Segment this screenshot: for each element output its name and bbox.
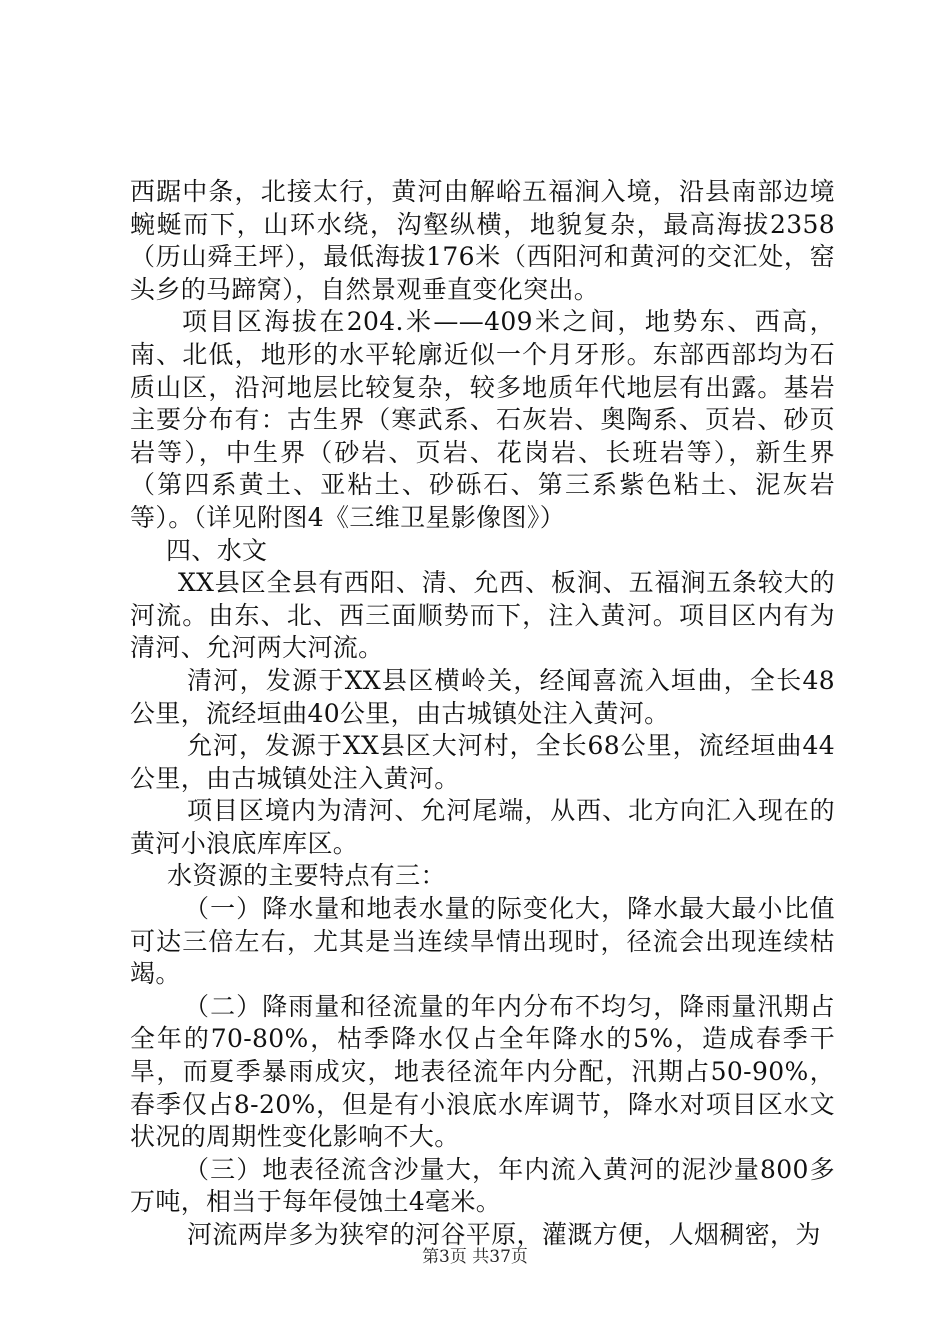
paragraph-feature-1: （一）降水量和地表水量的际变化大，降水最大最小比值可达三倍左右，尤其是当连续旱情出现时，径流会出现连续枯竭。 [130, 894, 835, 989]
paragraph-feature-2: （二）降雨量和径流量的年内分布不均匀，降雨量汛期占全年的70-80%，枯季降水仅占全年降水的5%，造成春季干旱，而夏季暴雨成灾，地表径流年内分配，汛期占50-90%，春季仅占8-20%，但是有小浪底水库调节，降水对项目区水文状况的周期性变化影响不大。 [130, 991, 835, 1152]
paragraph-qing-river: 清河，发源于XX县区横岭关，经闻喜流入垣曲，全长48公里，流经垣曲40公里，由古城镇处注入黄河。 [130, 665, 835, 728]
paragraph-water-features-intro: 水资源的主要特点有三： [167, 861, 446, 891]
page-footer: 第3页 共37页 [422, 1247, 528, 1267]
paragraph-river-ends: 项目区境内为清河、允河尾端，从西、北方向汇入现在的黄河小浪底库库区。 [130, 796, 835, 858]
paragraph-rivers-overview: XX县区全县有西阳、清、允西、板涧、五福涧五条较大的河流。由东、北、西三面顺势而下，注入黄河。项目区内有为清河、允河两大河流。 [130, 568, 835, 663]
paragraph-terrain-intro: 西踞中条，北接太行，黄河由解峪五福涧入境，沿县南部边境蜿蜒而下，山环水绕，沟壑纵横，地貌复杂，最高海拔2358（历山舜王坪），最低海拔176米（西阳河和黄河的交汇处，窑头乡的马蹄窝），自然景观垂直变化突出。 [130, 177, 835, 304]
paragraph-project-elevation: 项目区海拔在204.米——409米之间，地势东、西高，南、北低，地形的水平轮廓近似一个月牙形。东部西部均为石质山区，沿河地层比较复杂，较多地质年代地层有出露。基岩主要分布有：古生界（寒武系、石灰岩、奥陶系、页岩、砂页岩等），中生界（砂岩、页岩、花岗岩、长班岩等），新生界（第四系黄土、亚粘土、砂砾石、第三系紫色粘土、泥灰岩等）。（详见附图4《三维卫星影像图》） [130, 307, 835, 532]
paragraph-river-banks: 河流两岸多为狭窄的河谷平原，灌溉方便，人烟稠密，为 [187, 1220, 821, 1249]
paragraph-feature-3: （三）地表径流含沙量大，年内流入黄河的泥沙量800多万吨，相当于每年侵蚀土4毫米。 [130, 1154, 835, 1217]
paragraph-yun-river: 允河，发源于XX县区大河村，全长68公里，流经垣曲44公里，由古城镇处注入黄河。 [130, 731, 835, 793]
section-heading-hydrology: 四、水文 [166, 535, 268, 565]
document-body [130, 176, 835, 1252]
